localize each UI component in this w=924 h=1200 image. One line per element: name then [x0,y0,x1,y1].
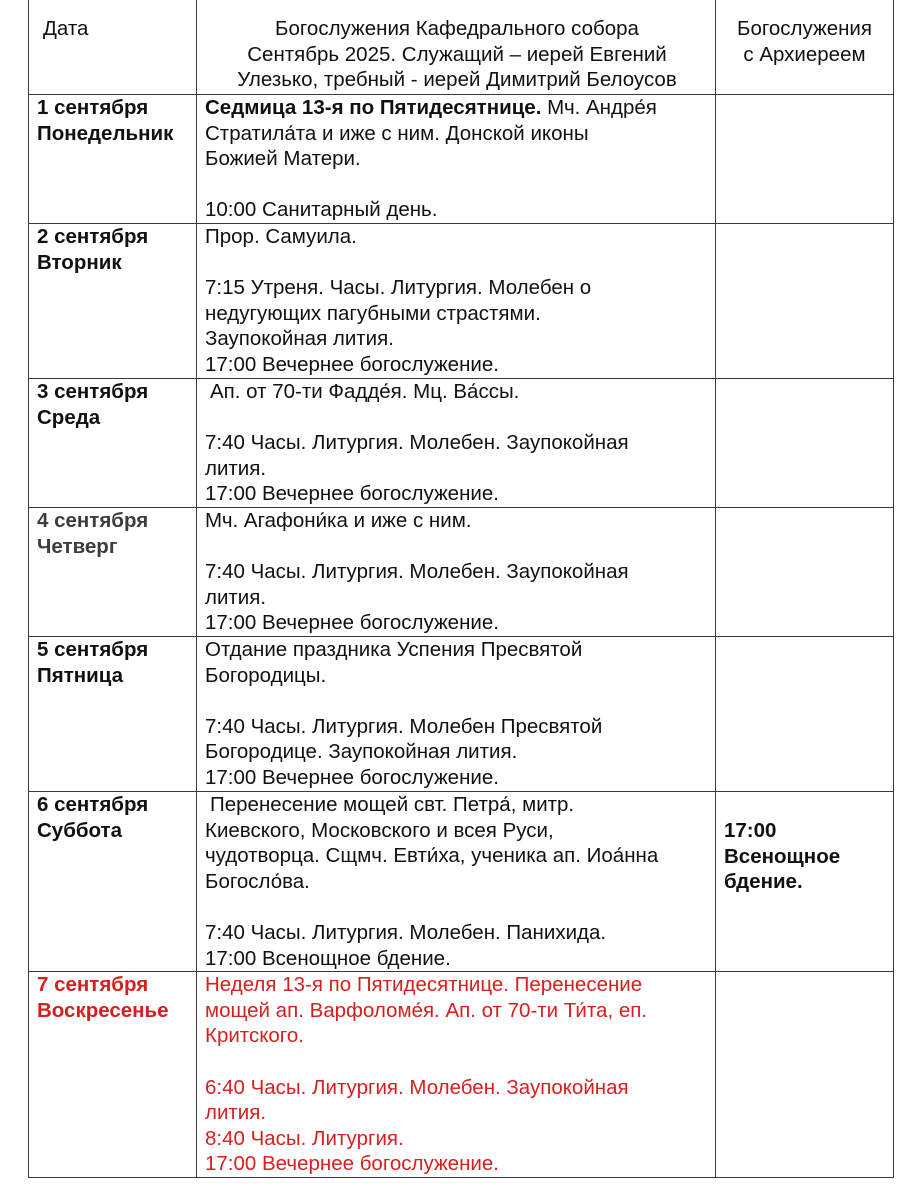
bishop-cell [716,95,894,224]
service-line: Киевского, Московского и всея Руси, [205,818,554,842]
service-line: Стратила́та и иже с ним. Донской иконы [205,121,589,145]
date-label: 3 сентября [37,380,149,403]
bishop-column-header [716,0,894,95]
service-line: недугующих пагубными страстями. [205,301,541,325]
date-cell [29,379,197,508]
date-label: 7 сентября [37,973,149,997]
bishop-service-name-cont: бдение. [724,870,803,894]
services-cell [197,637,716,792]
bishop-cell [716,379,894,508]
service-line: чудотворца. Сщмч. Евти́ха, ученика ап. Иоа́нна [205,844,659,868]
service-line: лития. [205,1101,267,1125]
table-row-day-5 [29,637,894,792]
saint-name: Мч. Андре́я [547,96,657,119]
date-label: 5 сентября [37,638,149,661]
table-row-day-2 [29,224,894,379]
date-label: 4 сентября [37,509,149,532]
service-line: Отдание праздника Успения Пресвятой [205,638,583,661]
service-line: Критского. [205,1024,304,1048]
weekday-label: Среда [37,405,101,429]
date-cell [29,972,197,1178]
bishop-service-name: Всенощное [724,844,841,868]
service-line: 7:40 Часы. Литургия. Молебен Пресвятой [205,714,603,738]
schedule-table [28,0,894,1178]
services-column-header [197,0,716,95]
weekday-label: Вторник [37,250,122,274]
services-cell [197,972,716,1178]
bishop-cell [716,972,894,1178]
service-line: 17:00 Вечернее богослужение. [205,352,499,376]
weekday-label: Воскресенье [37,998,169,1022]
services-cell [197,792,716,972]
services-cell [197,379,716,508]
table-row-day-6 [29,792,894,972]
schedule-sheet [28,0,893,1178]
date-cell [29,508,197,637]
table-row-day-3 [29,379,894,508]
bishop-cell [716,508,894,637]
bishop-column-label-1: Богослужения [737,17,872,40]
date-cell [29,792,197,972]
service-line: лития. [205,585,267,609]
bishop-column-label-2: с Архиереем [743,42,866,66]
week-title: Седмица 13-я по Пятидесятнице. [205,96,542,119]
table-row-day-1 [29,95,894,224]
date-cell [29,637,197,792]
service-line: 7:40 Часы. Литургия. Молебен. Заупокойная [205,560,629,584]
service-line: 7:15 Утреня. Часы. Литургия. Молебен о [205,276,592,300]
date-cell [29,95,197,224]
date-column-header [29,0,197,95]
blank-line [205,1049,709,1075]
table-row-day-4 [29,508,894,637]
blank-line [205,534,709,560]
service-line: 7:40 Часы. Литургия. Молебен. Заупокойная [205,431,629,455]
weekday-label: Четверг [37,534,118,558]
header-row [29,0,894,95]
blank-line [205,172,709,198]
service-line: 8:40 Часы. Литургия. [205,1126,404,1150]
services-cell [197,508,716,637]
blank-line [205,894,709,920]
date-column-label: Дата [43,17,89,40]
services-cell [197,95,716,224]
date-label: 6 сентября [37,793,149,816]
service-line: Перенесение мощей свт. Петра́, митр. [210,793,575,816]
service-line: Прор. Самуила. [205,225,357,248]
weekday-label: Пятница [37,663,123,687]
service-line: Заупокойная лития. [205,327,394,351]
service-line: Неделя 13-я по Пятидесятнице. Перенесение [205,973,643,997]
service-line: 17:00 Вечернее богослужение. [205,482,499,506]
date-label: 2 сентября [37,225,149,248]
service-line: 7:40 Часы. Литургия. Молебен. Панихида. [205,920,607,944]
service-line: мощей ап. Варфоломе́я. Ап. от 70-ти Ти́та, еп. [205,998,648,1022]
bishop-cell [716,792,894,972]
service-line: 17:00 Вечернее богослужение. [205,765,499,789]
service-line: Божией Матери. [205,147,361,171]
table-row-day-7 [29,972,894,1178]
weekday-label: Понедельник [37,121,174,145]
service-line: Богородице. Заупокойная лития. [205,740,518,764]
blank-line [205,688,709,714]
service-line: 17:00 Вечернее богослужение. [205,611,499,635]
service-line: 6:40 Часы. Литургия. Молебен. Заупокойная [205,1075,629,1099]
services-subtitle-line-1: Сентябрь 2025. Служащий – иерей Евгений [247,42,667,66]
services-subtitle-line-2: Улезько, требный - иерей Димитрий Белоусов [237,68,677,92]
services-title: Богослужения Кафедрального собора [275,17,639,40]
service-line: лития. [205,456,267,480]
bishop-cell [716,637,894,792]
blank-line [205,405,709,431]
service-line [205,95,709,121]
service-line: 17:00 Вечернее богослужение. [205,1152,499,1176]
services-cell [197,224,716,379]
weekday-label: Суббота [37,818,122,842]
service-line: 10:00 Санитарный день. [205,198,438,222]
bishop-service-time: 17:00 [724,819,777,842]
blank-line [205,250,709,276]
bishop-cell [716,224,894,379]
service-line: Богосло́ва. [205,869,310,893]
service-line: Богородицы. [205,663,327,687]
date-label: 1 сентября [37,96,149,119]
service-line: 17:00 Всенощное бдение. [205,946,451,970]
service-line: Ап. от 70-ти Фадде́я. Мц. Ва́ссы. [210,380,520,403]
date-cell [29,224,197,379]
service-line: Мч. Агафони́ка и иже с ним. [205,509,472,532]
